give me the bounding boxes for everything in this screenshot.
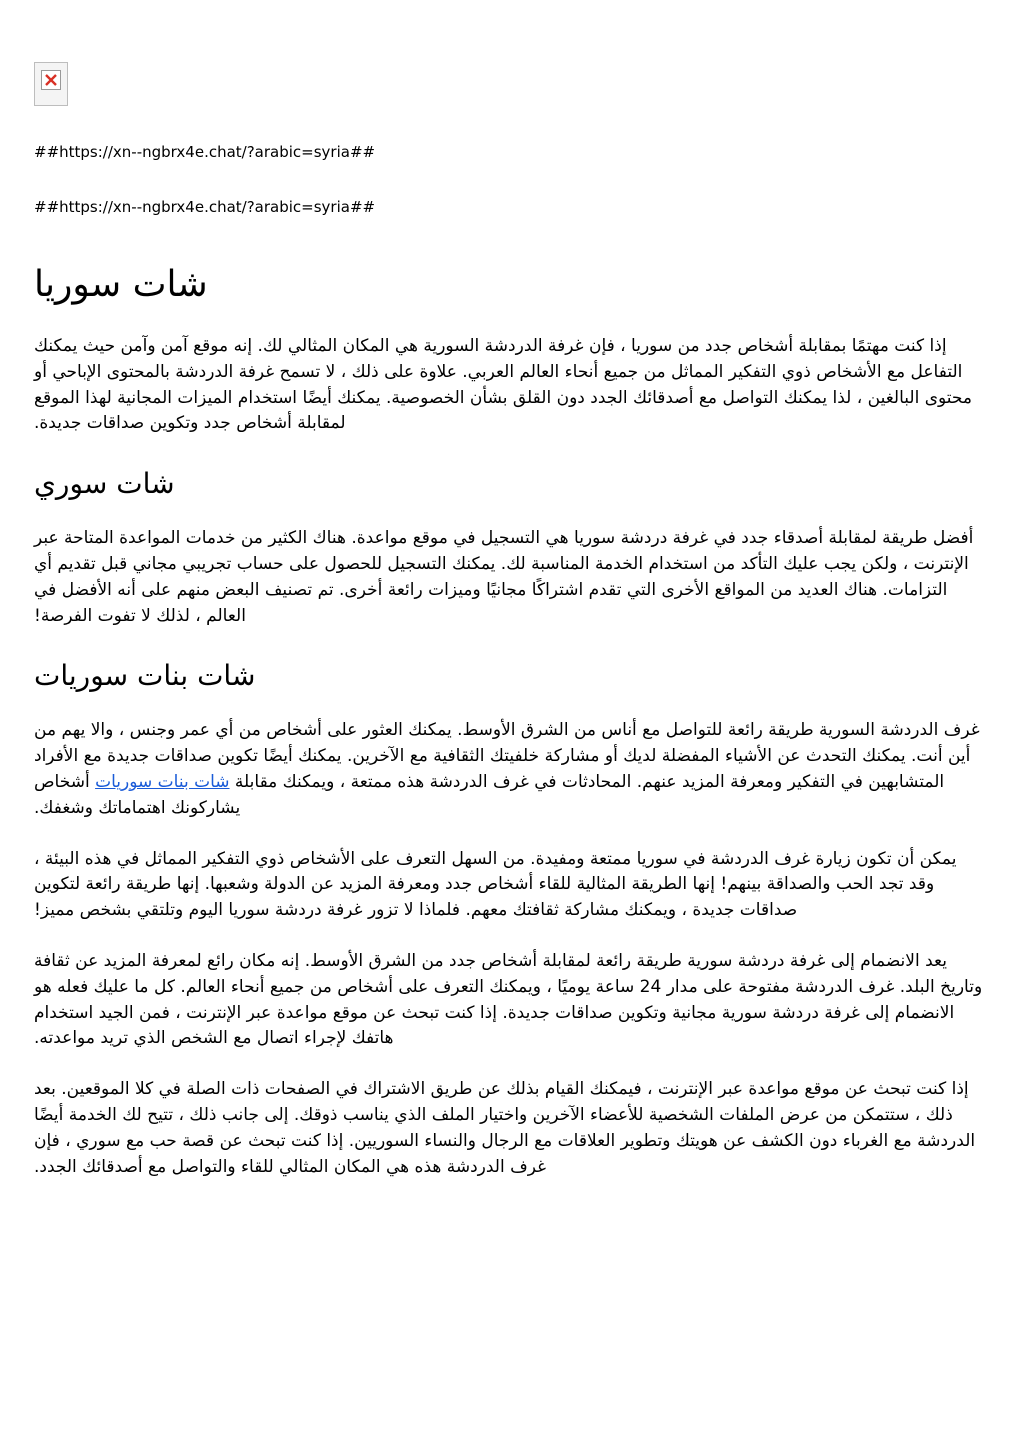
- paragraph-6: إذا كنت تبحث عن موقع مواعدة عبر الإنترنت ، فيمكنك القيام بذلك عن طريق الاشتراك في الصفحات ذات الصلة في كلا الموقعين. بعد ذلك ، ستتمكن من عرض الملفات الشخصية للأعضاء الآخرين واختيار الملف الذي يناسب ذوقك. إلى جانب ذلك ، تتيح لك الخدمة أيضًا الدردشة مع الغرباء دون الكشف عن هويتك وتطوير العلاقات مع الرجال والنساء السوريين. إذا كنت تبحث عن قصة حب مع سوري ، فإن غرف الدردشة هذه هي المكان المثالي للقاء والتواصل مع أصدقائك الجدد.: [34, 1079, 976, 1177]
- paragraph-1: إذا كنت مهتمًا بمقابلة أشخاص جدد من سوريا ، فإن غرفة الدردشة السورية هي المكان المثالي لك. إنه موقع آمن وآمن حيث يمكنك التفاعل مع الأشخاص ذوي التفكير المماثل من جميع أنحاء العالم العربي. علاوة على ذلك ، لا تسمح غرفة الدردشة بالمحتوى الإباحي أو محتوى البالغين ، لذا يمكنك التواصل مع أصدقائك الجدد دون القلق بشأن الخصوصية. يمكنك أيضًا استخدام الميزات المجانية لهذا الموقع لمقابلة أشخاص جدد وتكوين صداقات جديدة.: [34, 336, 972, 434]
- article-content: [34, 258, 986, 1205]
- paragraph-5: يعد الانضمام إلى غرفة دردشة سورية طريقة رائعة لمقابلة أشخاص جدد من الشرق الأوسط. إنه مكان رائع لمعرفة المزيد عن ثقافة وتاريخ البلد. غرف الدردشة مفتوحة على مدار 24 ساعة يوميًا ، ويمكنك التعرف على أشخاص من جميع أنحاء العالم. كل ما عليك فعله هو الانضمام إلى غرفة دردشة سورية مجانية وتكوين صداقات جديدة. إذا كنت تبحث عن موقع مواعدة عبر الإنترنت ، فمن الجيد استخدام هاتفك لإجراء اتصال مع الشخص الذي تريد مواعدته.: [34, 950, 983, 1049]
- paragraph-3-text-before: غرف الدردشة السورية طريقة رائعة للتواصل مع أناس من الشرق الأوسط. يمكنك العثور على أشخاص من أي عمر وجنس ، والا يهم من أين أنت. يمكنك التحدث عن الأشياء المفضلة لديك أو مشاركة خلفيتك الثقافية مع الآخرين. يمكنك أيضًا تكوين صداقات جديدة مع الأفراد المتشابهين في التفكير ومعرفة المزيد عنهم. المحادثات في غرف الدردشة هذه ممتعة ، ويمكنك مقابلة: [34, 720, 980, 792]
- paragraph-3: [34, 718, 986, 821]
- syrian-girls-chat-link[interactable]: شات بنات سوريات: [95, 771, 230, 792]
- paragraph-2: أفضل طريقة لمقابلة أصدقاء جدد في غرفة دردشة سوريا هي التسجيل في موقع مواعدة. هناك الكثير من خدمات المواعدة المتاحة عبر الإنترنت ، ولكن يجب عليك التأكد من استخدام الخدمة المناسبة لك. يمكنك التسجيل للحصول على حساب تجريبي مجاني قبل تقديم أي التزامات. هناك العديد من المواقع الأخرى التي تقدم اشتراكًا مجانيًا وميزات رائعة أخرى. تم تصنيف البعض منهم على أنه الأفضل في العالم ، لذلك لا تفوت الفرصة!: [34, 528, 974, 626]
- document-page: [34, 62, 990, 1177]
- section-heading-2: شات بنات سوريات: [34, 659, 256, 693]
- paragraph-4: يمكن أن تكون زيارة غرف الدردشة في سوريا ممتعة ومفيدة. من السهل التعرف على الأشخاص ذوي التفكير المماثل في هذه البيئة ، وقد تجد الحب والصداقة بينهم! إنها الطريقة المثالية للقاء أشخاص جدد ومعرفة المزيد عن الدولة وشعبها. إنها طريقة رائعة لتكوين صداقات جديدة ، ويمكنك مشاركة ثقافتك معهم. فلماذا لا تزور غرفة دردشة سوريا اليوم وتلتقي بشخص مميز!: [34, 848, 957, 921]
- section-heading-1: شات سوري: [34, 467, 175, 501]
- url-text-1: ##https://xn--ngbrx4e.chat/?arabic=syria##: [34, 143, 376, 161]
- url-text-2: ##https://xn--ngbrx4e.chat/?arabic=syria##: [34, 198, 376, 216]
- paragraph-3-text-after: أشخاص يشاركونك اهتماماتك وشغفك.: [34, 771, 241, 818]
- page-title: شات سوريا: [34, 264, 208, 305]
- broken-image-icon: [41, 70, 61, 90]
- broken-image-placeholder: [34, 62, 68, 106]
